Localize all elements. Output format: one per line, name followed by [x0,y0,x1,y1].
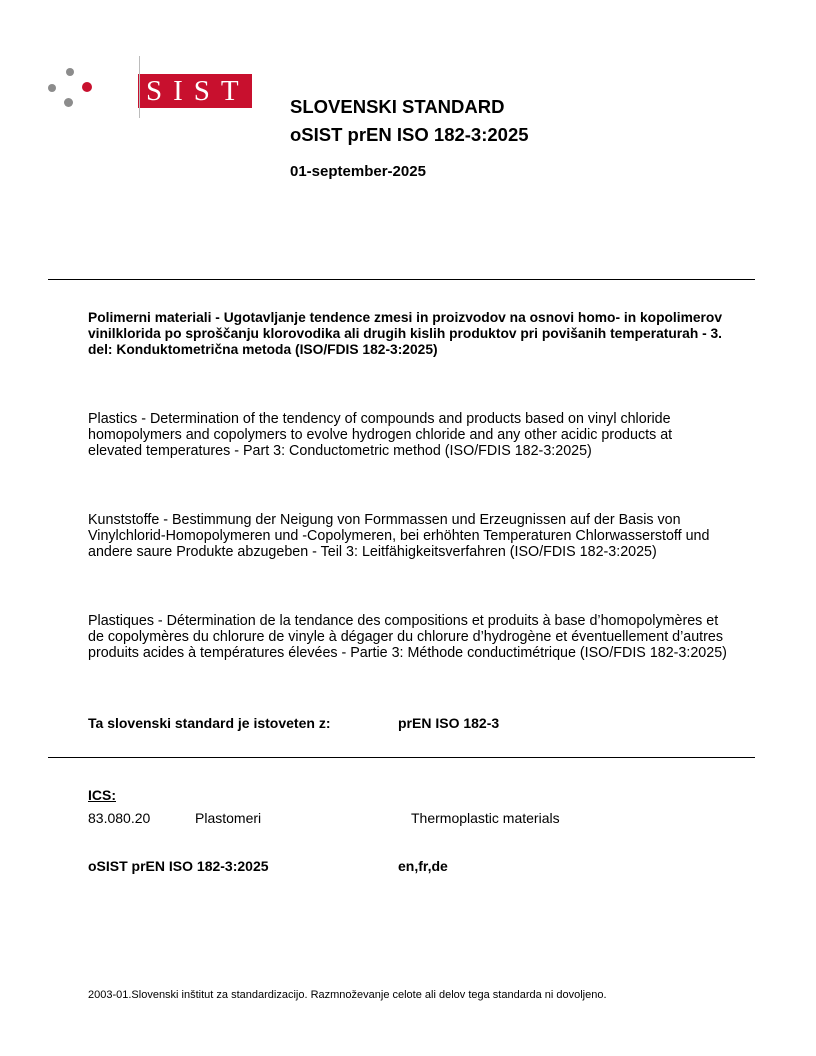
sist-logo [48,62,250,122]
document-languages: en,fr,de [398,858,448,874]
title-slovenian: Polimerni materiali - Ugotavljanje tendence zmesi in proizvodov na osnovi homo- in kopolimerov vinilklorida po sproščanju klorovodika ali drugih kislih produktov pri povišanih temperaturah - 3. del: Konduktometrična metoda (ISO/FDIS 182-3:2025) [88,310,723,357]
bottom-divider [48,757,755,758]
ics-slovenian: Plastomeri [195,810,262,826]
title-english: Plastics - Determination of the tendency of compounds and products based on vinyl chloride homopolymers and copolymers to evolve hydrogen chloride and any other acidic products at elevated temperatures - Part 3: Conductometric method (ISO/FDIS 182-3:2025) [88,411,673,459]
standard-title: SLOVENSKI STANDARD [290,96,505,117]
title-french: Plastiques - Détermination de la tendance des compositions et produits à base d’homopolymères et de copolymères du chlorure de vinyle à dégager du chlorure d’hydrogène et éventuellement d’autres produits acides à températures élevées - Partie 3: Méthode conductimétrique (ISO/FDIS 182-3:2025) [88,613,727,661]
document-id: oSIST prEN ISO 182-3:2025 [88,858,269,874]
publication-date: 01-september-2025 [290,163,426,180]
identical-value: prEN ISO 182-3 [398,715,500,731]
top-divider [48,279,755,280]
logo-wordmark: SIST [138,74,252,108]
logo-dot-top [66,68,74,76]
identical-label: Ta slovenski standard je istoveten z: [88,715,331,731]
title-german: Kunststoffe - Bestimmung der Neigung von Formmassen und Erzeugnissen auf der Basis von Vinylchlorid-Homopolymeren und -Copolymeren, bei erhöhten Temperaturen Chlorwasserstoff und andere saure Produkte abzugeben - Teil 3: Leitfähigkeitsverfahren (ISO/FDIS 182-3:2025) [88,512,710,560]
ics-label: ICS: [88,787,116,803]
logo-dot-right [82,82,92,92]
copyright-footer: 2003-01.Slovenski inštitut za standardizacijo. Razmnoževanje celote ali delov tega standarda ni dovoljeno. [88,989,607,1001]
logo-dot-left [48,84,56,92]
logo-dot-bottom [64,98,73,107]
ics-code: 83.080.20 [88,810,151,826]
ics-english: Thermoplastic materials [411,810,560,826]
logo-divider [139,56,140,118]
standard-number: oSIST prEN ISO 182-3:2025 [290,124,529,145]
